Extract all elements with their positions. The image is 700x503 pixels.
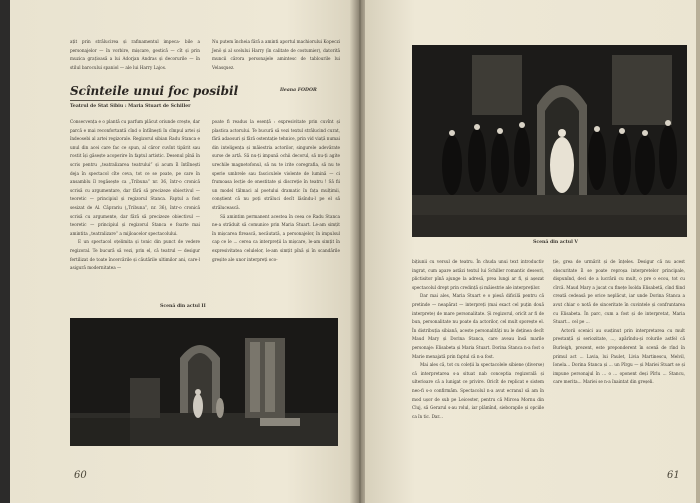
right-page [365,0,700,503]
stage-photo-drawing [70,318,338,446]
paragraph: poate fi readus la esență : expresivitate prin cuvînt și plastica actorului. Te bucură să vezi textul strălucind curat, fără adaosuri și fără ostentație tehnice, prin vid viață numai din inteligența și măiestria actorilor, singurele adevărate surse de artă. Să nu-ți impună ochii decorul, să nu-ți agite urechile magnetofonul, să nu te irite coregrafia, să nu te sperie umbrele sau fasciculele violente de lumină — ci frumoasa lecție de onestitate și discreție în teatru ! Să fii un model tălmaci al poetului dramatic în fața mulțimii, conștient că nu poți străluci decît lăsîndu-l pe el să strălucească. [212,119,340,210]
intro-column-right [212,38,340,72]
paragraph: Nu putem încheia fără a aminti aportul machiorului Kopeczi Jenö și al scelului Harry (în calitate de costumier), datorită muncii cărora personajele amintesc de tablourile lui Velasquez. [212,39,340,70]
paragraph: Să amintim permanent acestea în ceea ce Radu Stanca ne-a străduit să comunice prin Maria Stuart. Le-am simțit în mișcarea firească, necăutată, a personajelor, în impulsul cap ce le ... cerea ca interpreții la mișcare, le-am simțit în expresivitatea celulelor, le-am simțit pînă și în scandările greșite ale unor interpreți oco- [212,213,340,262]
body-column-left [412,258,544,421]
paragraph: ție, grea de urmărit și de înțeles. Desigur că nu acest obscuritate îl se poate reproșa interpretelor principale, dispunînd, deci de a lucrării cu mult, o pre o ecou, tot cu cîrcă. Maud Mary a jucat cu finețe Isolda Elisabetă, cînd fiind creată cedeasă pe orice neplăcut, iar unde Dorina Stanca a avut chiar o notă de sinceritate în cuvintele și confruntarea cu Elisabeta. În parc, cum a fost și de interpretat, Maria Stuart... cel pe ... [553,259,685,325]
page-number: 61 [667,470,680,481]
left-page [10,0,355,503]
stage-photo-act-ii [70,318,338,446]
book-spread [10,0,700,503]
photo-caption: Scenă din actul II [160,304,206,309]
title-rule [70,100,190,101]
article-subtitle: Teatrul de Stat Sibiu : Maria Stuart de Schiller [70,104,191,109]
photo-caption: Scenă din actul V [533,240,578,245]
paragraph: Mai ales că, tot cu coleții la spectacolele sibiene (diverse) că interpretarea s-a situat nab conceptia regizorală și ulterioare că a lunigat ce privire. Oricît de replicat e sistem neo-fi s-o confirmăm. Spectacolul n-a avut ecranul să am în mod ușor de sub pe Leicester, pentru că Mircea Mornu din Cluj, să Gerarul s-au rolul, iar plămînd, sieborapile și opciile ca în tic. Dar... [412,362,544,419]
paragraph: bițiunii cu versul de teatru. În chuda unui text introductiv ingrat, cum apare astăzi textul lui Schiller romantic deseori, plictisitor pînă ajunge la adresă, prea lungi ar fi, și așezat spectacolul drept prin credință și măiestrie ale interpreților. [412,259,544,290]
body-column-right [553,258,685,387]
article-title: Scînteile unui foc posibil [70,84,239,98]
paragraph: E un spectacol oțelimita și tonic din punct de vedere regizoral. Te bucură să vezi, prin el, că teatrul — desigur fertilizat de toate încercările și căutările ultimilor ani, care-l asigură modernitatea — [70,239,200,271]
article-author: Ileana FODOR [280,88,317,93]
paragraph: Consecvența e o plantă cu parfum plăcut oriunde crește, dar parcă e mai reconfortantă cînd o întîlnești în cîmpul artei și îndeosebi al artei regizorale. Regizorul sibian Radu Stanca e unul din acei care fac ce spun, al căror cuvînt tipărit sau rostit își găsește acoperire în faptul artistic. Desenul pînă în scris pentru „teatralizarea teatrului” și acum îl întîlnești deja în spectacol cîte ceva, tot ce se poate, pe care în ansamblu îl regăsește ca „Tribuna” nr. 36, într-o cronică scrisă cu argumentare, dar fără să precizeze obiectivul — teoretic — principiul și regizorul Stanca. Faptul a fost sesizat de Al. Căprariu („Tribuna”, nr. 36), într-o cronică scrisă cu argumente, dar fără să precizeze obiectivul — teoretic — principiul și regizorul Stanca e foarte mai amintita „teatralizare” a mijloacelor spectacolului. [70,119,200,236]
body-column-left [70,118,200,273]
body-column-right [212,118,340,264]
paragraph: Actorii scenici au susținut prin interpretarea cu mult prestanță și seriozitate, ..., apărîndu-și rolurile astfel că Burleigh, prezent, este preponderent în scenă de rînd în primul act ... Lavia, lui Paulet, Livia Martinescu, Melvil, Ionela... Dorina Stanca și ... un Pîrgu — și Mariei Stuart se și impune personajul în ... o ... oponent deși Pîrlu ... Stancu, care merita... Mariei se n-a înaintat din greșeli. [553,327,685,385]
page-number: 60 [74,470,87,481]
page-edge [696,0,700,503]
intro-column-left [70,38,200,72]
paragraph: Dar mai ales, Maria Stuart e o piesă dificilă pentru că pretinde — neapărat — interpreți (mai exact cel puțin două interprete) de mare personalitate. Și regizorul, oricît ar fi de bun, personalitate nu poate da actorilor, cel mult sporește el. În distribuția sibiană, aceste personalități nu le deținea decît Maud Mary și Dorina Stanca, care aveau însă marile personaje: Elisabeta și Maria Stuart. Dorina Stanca n-a fost o Marie menajată prin faptul că n-a fost. [412,293,544,359]
paragraph: ațit prin strălucirea și rafinamentul impeca- bile a personajelor — în vorbire, mișcare, gestică — cît și prin muzica grațioasă a lui Adorjan Andras și decorurile — în stilul barocului spaniol — ale lui Harry Lajos. [70,39,200,70]
stage-photo-drawing [412,45,687,237]
stage-photo-act-v [412,45,687,237]
